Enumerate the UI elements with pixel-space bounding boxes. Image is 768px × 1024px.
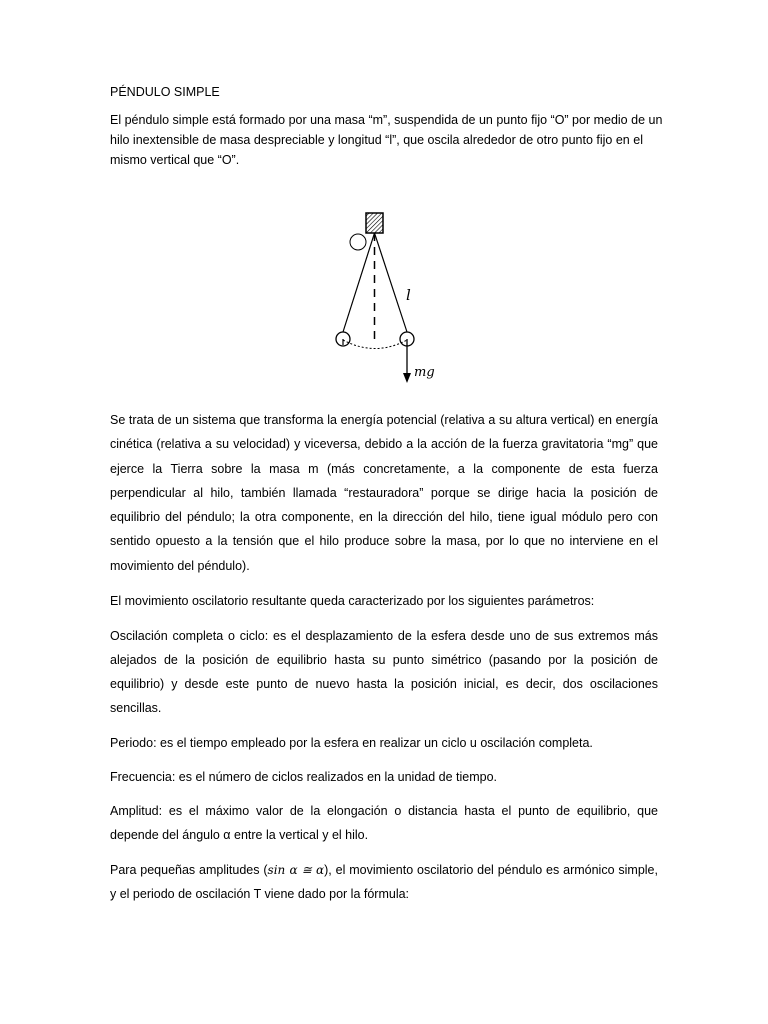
oscillation-arc bbox=[343, 340, 407, 349]
fixed-point-o bbox=[366, 213, 383, 233]
section-title: PÉNDULO SIMPLE bbox=[110, 85, 220, 99]
length-label: l bbox=[406, 286, 411, 304]
paragraph-frequency: Frecuencia: es el número de ciclos realizados en la unidad de tiempo. bbox=[110, 770, 498, 784]
paragraph-oscillation: Oscilación completa o ciclo: es el desplazamiento de la esfera desde uno de sus extremos más alejados de la posición de equilibrio hasta su punto simétrico (pasando por la posición de equilibrio) y desde este punto de nuevo hasta la posición inicial, es decir, dos oscilaciones sencillas. bbox=[110, 629, 658, 715]
string-left bbox=[343, 233, 375, 332]
paragraph-small-amplitudes bbox=[110, 858, 658, 907]
paragraph-amplitude: Amplitud: es el máximo valor de la elongación o distancia hasta el punto de equilibrio, que depende del ángulo α entre la vertical y el hilo. bbox=[110, 804, 658, 843]
paragraph-small-amplitudes-start: Para pequeñas amplitudes ( bbox=[110, 863, 268, 877]
paragraph-energy: Se trata de un sistema que transforma la energía potencial (relativa a su altura vertical) en energía cinética (relativa a su velocidad) y viceversa, debido a la acción de la fuerza gravitatoria “mg” que ejerce la Tierra sobre la masa m (más concretamente, a la componente de esta fuerza perpendicular al hilo, también llamada “restauradora” porque se dirige hacia la posición de equilibrio del péndulo; la otra componente, en la dirección del hilo, tiene igual módulo pero con sentido opuesto a la tensión que el hilo produce sobre la masa, por lo que no interviene en el movimiento del péndulo). bbox=[110, 413, 658, 573]
pendulum-figure bbox=[330, 205, 460, 390]
paragraph-parameters-intro: El movimiento oscilatorio resultante queda caracterizado por los siguientes parámetros: bbox=[110, 594, 595, 608]
origin-o-icon bbox=[350, 234, 366, 250]
paragraph-period: Periodo: es el tiempo empleado por la esfera en realizar un ciclo u oscilación completa. bbox=[110, 736, 593, 750]
weight-label: mg bbox=[414, 365, 435, 380]
string-right bbox=[375, 233, 408, 332]
intro-paragraph: El péndulo simple está formado por una masa “m”, suspendida de un punto fijo “O” por medio de un hilo inextensible de masa despreciable y longitud “l”, que oscila alrededor de otro punto fijo en el mismo vertical que “O”. bbox=[110, 113, 663, 167]
small-angle-formula: sin α ≅ α bbox=[267, 863, 325, 877]
paragraph-small-amplitudes-end: ), el movimiento oscilatorio del péndulo es armónico simple, y el periodo de oscilación T viene dado por la fórmula: bbox=[110, 863, 658, 902]
